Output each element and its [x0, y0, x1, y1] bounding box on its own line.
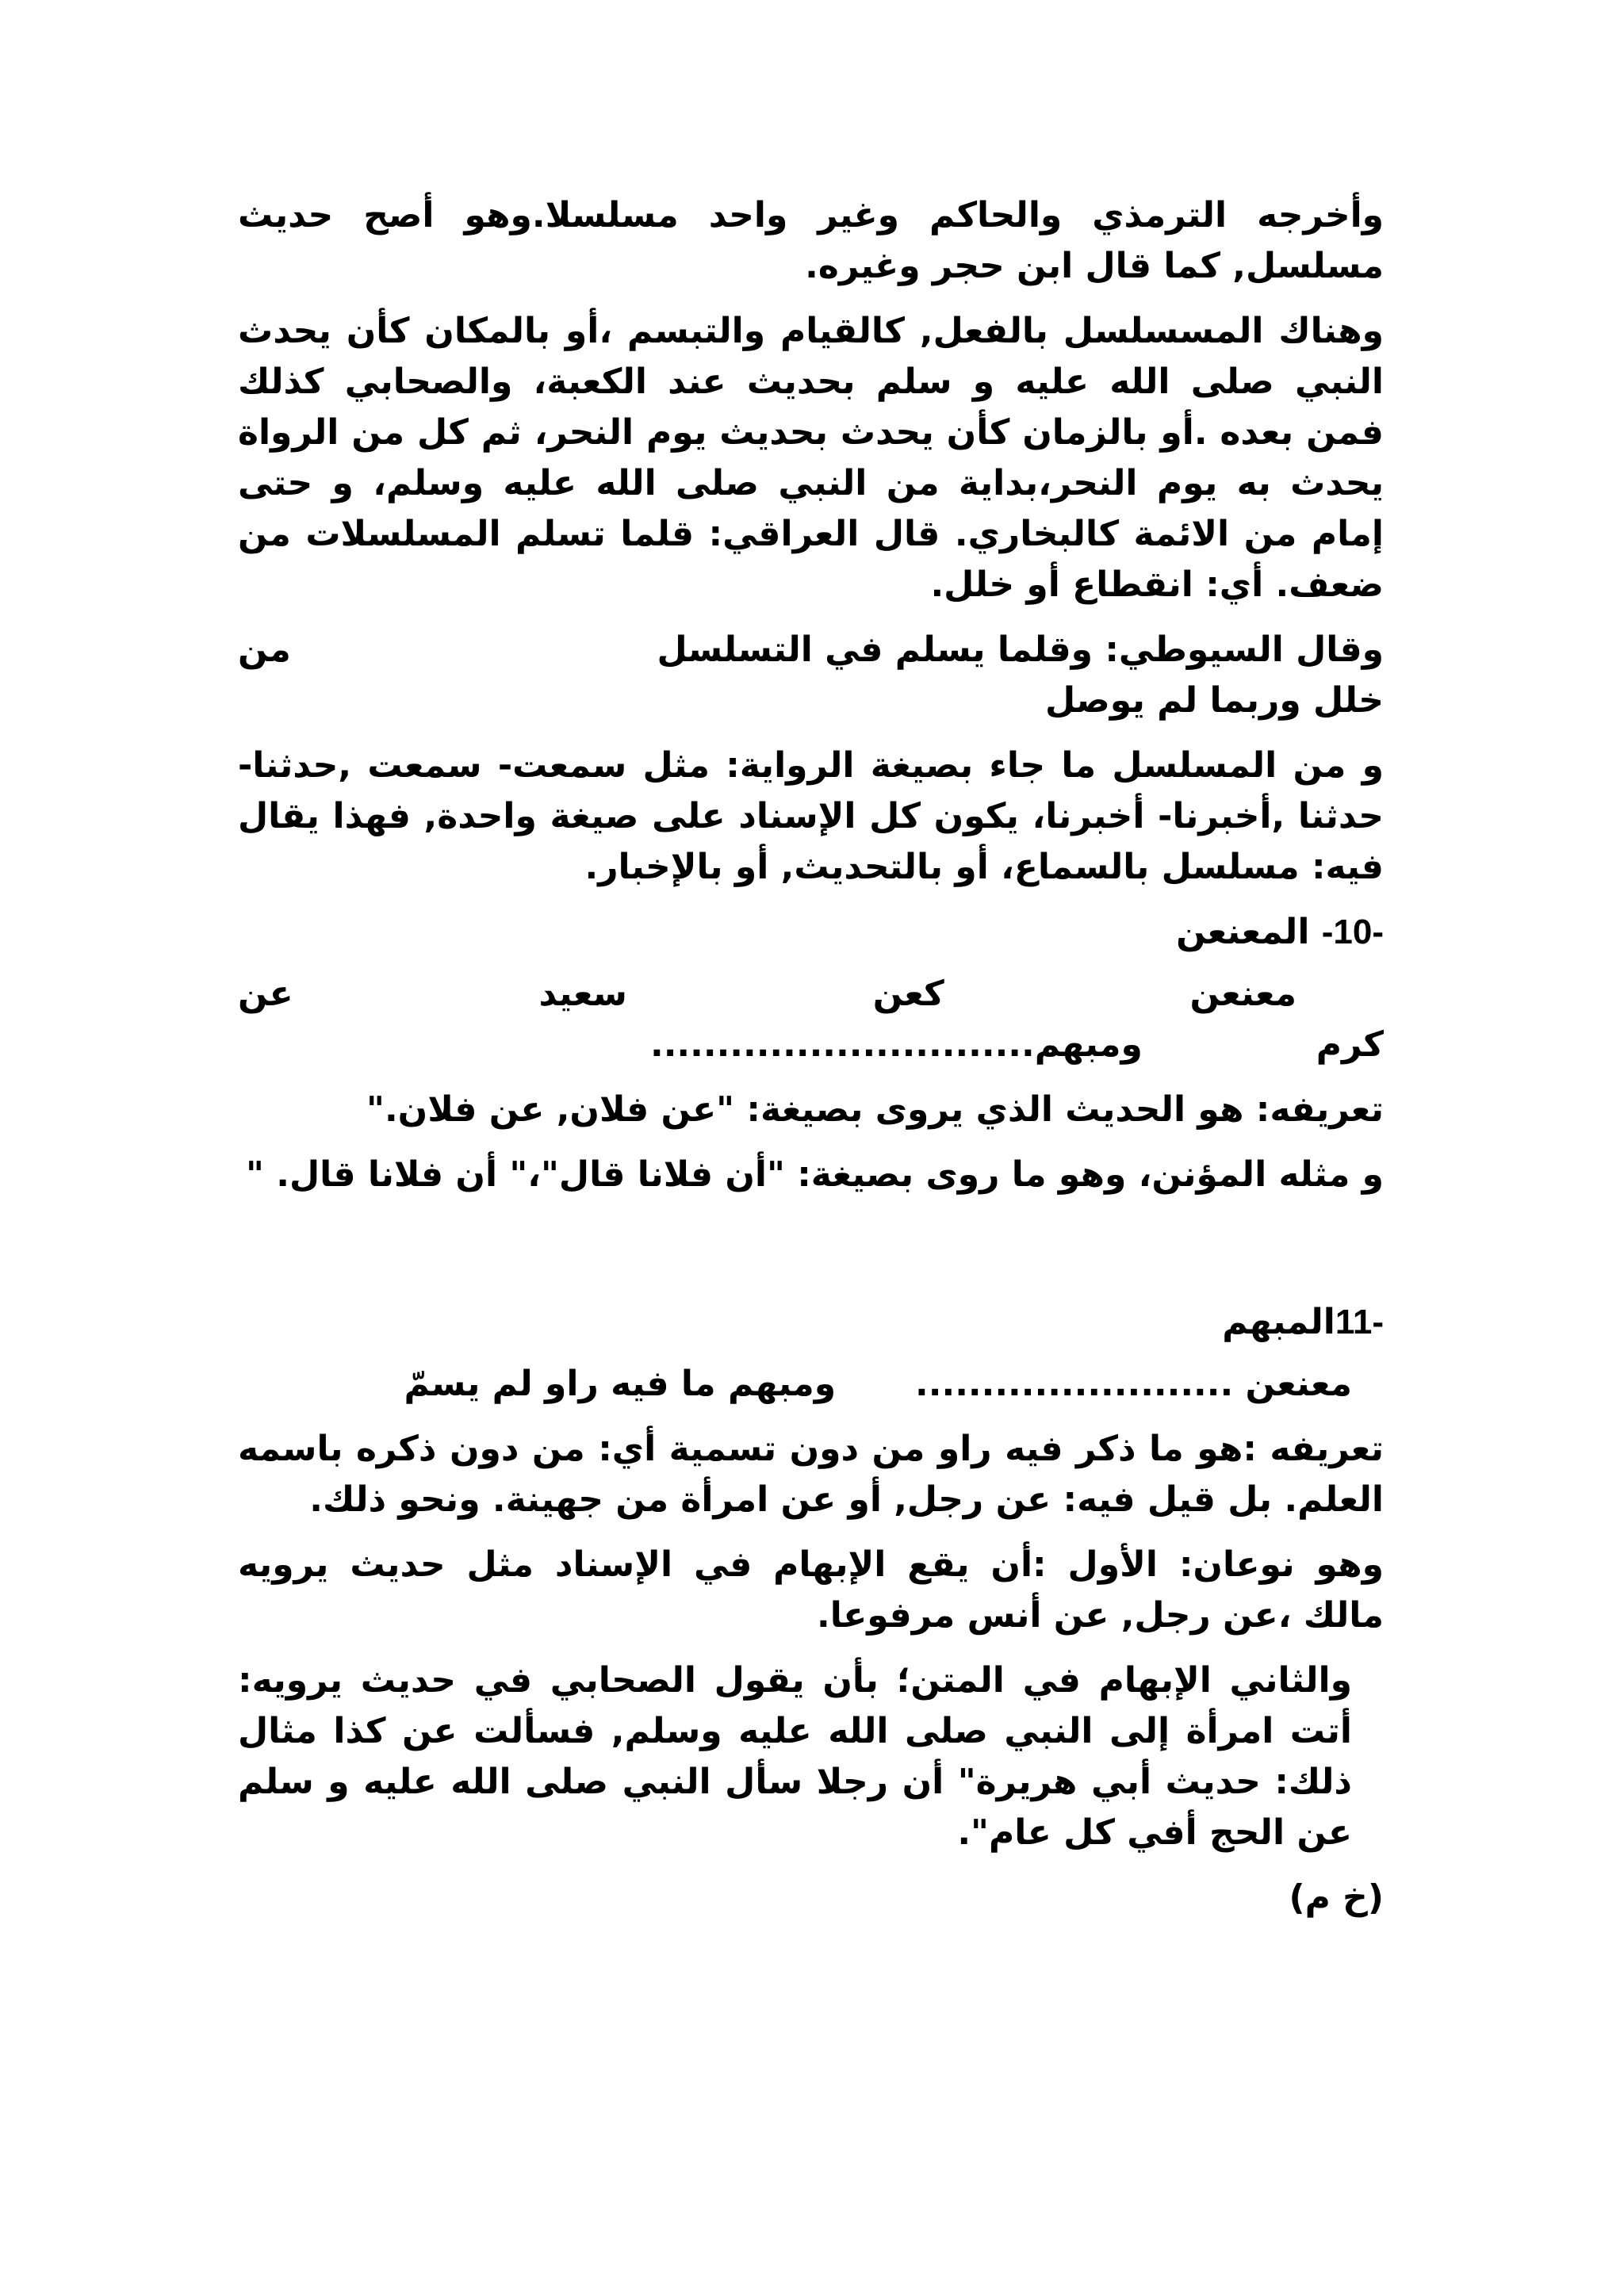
- document-page: [238, 190, 1384, 1923]
- verse-mubham-right: معنعن ........................: [915, 1364, 1352, 1404]
- section-title-10: المعنعن: [1176, 912, 1322, 952]
- suyuti-verse-left: من: [238, 629, 291, 670]
- verse-muanan-line-2: [238, 1020, 1384, 1070]
- section-title-11: المبهم: [1222, 1302, 1335, 1342]
- verse-word-4: عن: [238, 974, 293, 1014]
- verse-line-2-left: ومبهم.............................: [650, 1024, 1143, 1065]
- suyuti-verse-line-1: [238, 625, 1384, 675]
- verse-line-2-right: كرم: [1316, 1024, 1384, 1065]
- verse-mubham: [238, 1359, 1384, 1410]
- paragraph-muannan: و مثله المؤنن، وهو ما روى بصيغة: "أن فلانا قال"،" أن فلانا قال. ": [246, 1154, 1384, 1195]
- suyuti-verse-right: وقال السيوطي: وقلما يسلم في التسلسل: [657, 629, 1384, 670]
- paragraph-mubham-second: والثاني الإبهام في المتن؛ بأن يقول الصحابي في حديث يرويه: أتت امرأة إلى النبي صلى الله عليه وسلم, فسألت عن كذا مثال ذلك: حديث أبي هريرة" أن رجلا سأل النبي صلى الله عليه و سلم عن الحج أفي كل عام".: [238, 1660, 1352, 1853]
- verse-word-3: سعيد: [538, 974, 627, 1014]
- paragraph-musalsal-tirmidhi: وأخرجه الترمذي والحاكم وغير واحد مسلسلا.وهو أصح حديث مسلسل, كما قال ابن حجر وغيره.: [238, 195, 1384, 286]
- verse-mubham-left: ومبهم ما فيه راو لم يسمّ: [404, 1364, 837, 1404]
- definition-muanan: تعريفه: هو الحديث الذي يروى بصيغة: "عن فلان, عن فلان.": [366, 1089, 1384, 1130]
- vertical-spacer: [238, 1215, 1384, 1286]
- verse-muanan-line-1: [238, 969, 1384, 1020]
- section-number-10: -10-: [1321, 913, 1384, 951]
- section-heading-11: [238, 1297, 1384, 1348]
- section-number-11: -11: [1335, 1303, 1384, 1341]
- suyuti-verse-line-2: خلل وربما لم يوصل: [1044, 680, 1384, 721]
- section-heading-10: [238, 907, 1384, 958]
- verse-word-2: كعن: [872, 974, 944, 1014]
- definition-mubham: تعريفه :هو ما ذكر فيه راو من دون تسمية أي: من دون ذكره باسمه العلم. بل قيل فيه: عن رجل, أو عن امرأة من جهينة. ونحو ذلك.: [238, 1429, 1384, 1520]
- paragraph-mubham-types: وهو نوعان: الأول :أن يقع الإبهام في الإسناد مثل حديث يرويه مالك ،عن رجل, عن أنس مرفوعا.: [238, 1544, 1384, 1636]
- paragraph-musalsal-types: وهناك المسسلسل بالفعل, كالقيام والتبسم ،أو بالمكان كأن يحدث النبي صلى الله عليه و سلم بحديث عند الكعبة، والصحابي كذلك فمن بعده .أو بالزمان كأن يحدث بحديث يوم النحر، ثم كل من الرواة يحدث به يوم النحر،بداية من النبي صلى الله عليه وسلم، و حتى إمام من الائمة كالبخاري. قال العراقي: قلما تسلم المسلسلات من ضعف. أي: انقطاع أو خلل.: [238, 311, 1384, 605]
- paragraph-suyuti-verse: [238, 625, 1384, 726]
- verse-word-1: معنعن: [1189, 974, 1297, 1014]
- source-reference: (خ م): [1289, 1877, 1384, 1918]
- paragraph-musalsal-riwaya: و من المسلسل ما جاء بصيغة الرواية: مثل سمعت- سمعت ,حدثنا- حدثنا ,أخبرنا- أخبرنا، يكون كل الإسناد على صيغة واحدة, فهذا يقال فيه: مسلسل بالسماع، أو بالتحديث, أو بالإخبار.: [238, 745, 1384, 887]
- verse-muanan: [238, 969, 1384, 1070]
